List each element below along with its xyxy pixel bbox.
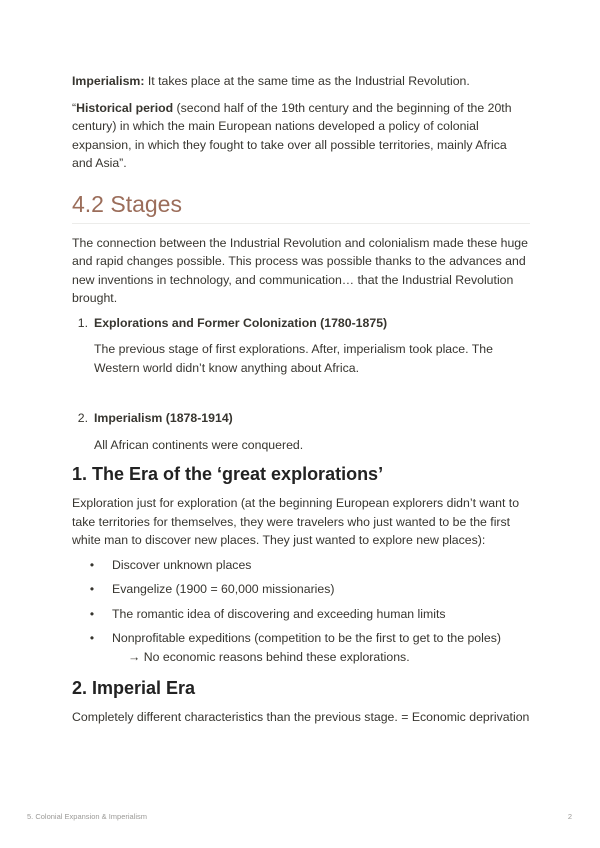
bullet-icon: • <box>89 631 95 645</box>
bullet-icon: • <box>89 606 95 621</box>
historical-period-label: Historical period <box>76 100 174 115</box>
list-item: • The romantic idea of discovering and exceeding human limits <box>72 605 530 624</box>
bullet-subnote: → No economic reasons behind these explorations. <box>128 649 410 664</box>
stage-title: Explorations and Former Colonization (1780-1875) <box>94 315 388 330</box>
great-explorations-heading: 1. The Era of the ‘great explorations’ <box>72 464 384 484</box>
footer-title: 5. Colonial Expansion & Imperialism <box>27 812 148 821</box>
historical-period-quote <box>72 99 530 173</box>
list-item: • Discover unknown places <box>72 556 530 575</box>
bullet-icon: • <box>89 582 95 596</box>
document-page <box>72 72 530 727</box>
imperial-era-heading: 2. Imperial Era <box>72 678 196 698</box>
imperialism-definition <box>72 72 530 91</box>
page-number: 2 <box>567 812 572 821</box>
quote-open: “ <box>72 100 77 115</box>
list-item: • Evangelize (1900 = 60,000 missionaries) <box>72 580 530 599</box>
list-item <box>72 629 530 666</box>
stage-description: The previous stage of first explorations. After, imperialism took place. The Western world didn’t know anything about Africa. <box>94 342 493 375</box>
bullet-icon: • <box>89 557 95 572</box>
stage-item-2 <box>72 409 530 454</box>
imperial-era-paragraph: Completely different characteristics than the previous stage. = Economic deprivation <box>72 710 530 724</box>
stage-item-1 <box>72 314 530 378</box>
stage-number: 1. <box>77 315 88 330</box>
page-footer <box>27 812 572 822</box>
stage-title: Imperialism (1878-1914) <box>94 411 233 425</box>
stage-description: All African continents were conquered. <box>94 437 304 452</box>
imperialism-text: It takes place at the same time as the Industrial Revolution. <box>144 74 470 88</box>
imperialism-label: Imperialism: <box>72 74 145 88</box>
connection-paragraph: The connection between the Industrial Revolution and colonialism made these huge and rapid changes possible. This process was possible thanks to the advances and new inventions in technology, and communication… that the Industrial Revolution brought. <box>72 235 528 305</box>
stage-number: 2. <box>77 411 88 425</box>
exploration-paragraph: Exploration just for exploration (at the beginning European explorers didn’t want to take territories for themselves, they were travelers who just wanted to be the first white man to discover new places. They just wanted to explore new places): <box>72 496 520 547</box>
stages-heading: 4.2 Stages <box>72 189 530 224</box>
historical-period-text: (second half of the 19th century and the beginning of the 20th century) in which the main European nations developed a policy of colonial expansion, in which they fought to take over all possible territories, mainly Africa and Asia”. <box>72 100 512 170</box>
bullet-text: Nonprofitable expeditions (competition to be the first to get to the poles) <box>112 631 501 645</box>
exploration-bullet-list <box>72 556 530 667</box>
